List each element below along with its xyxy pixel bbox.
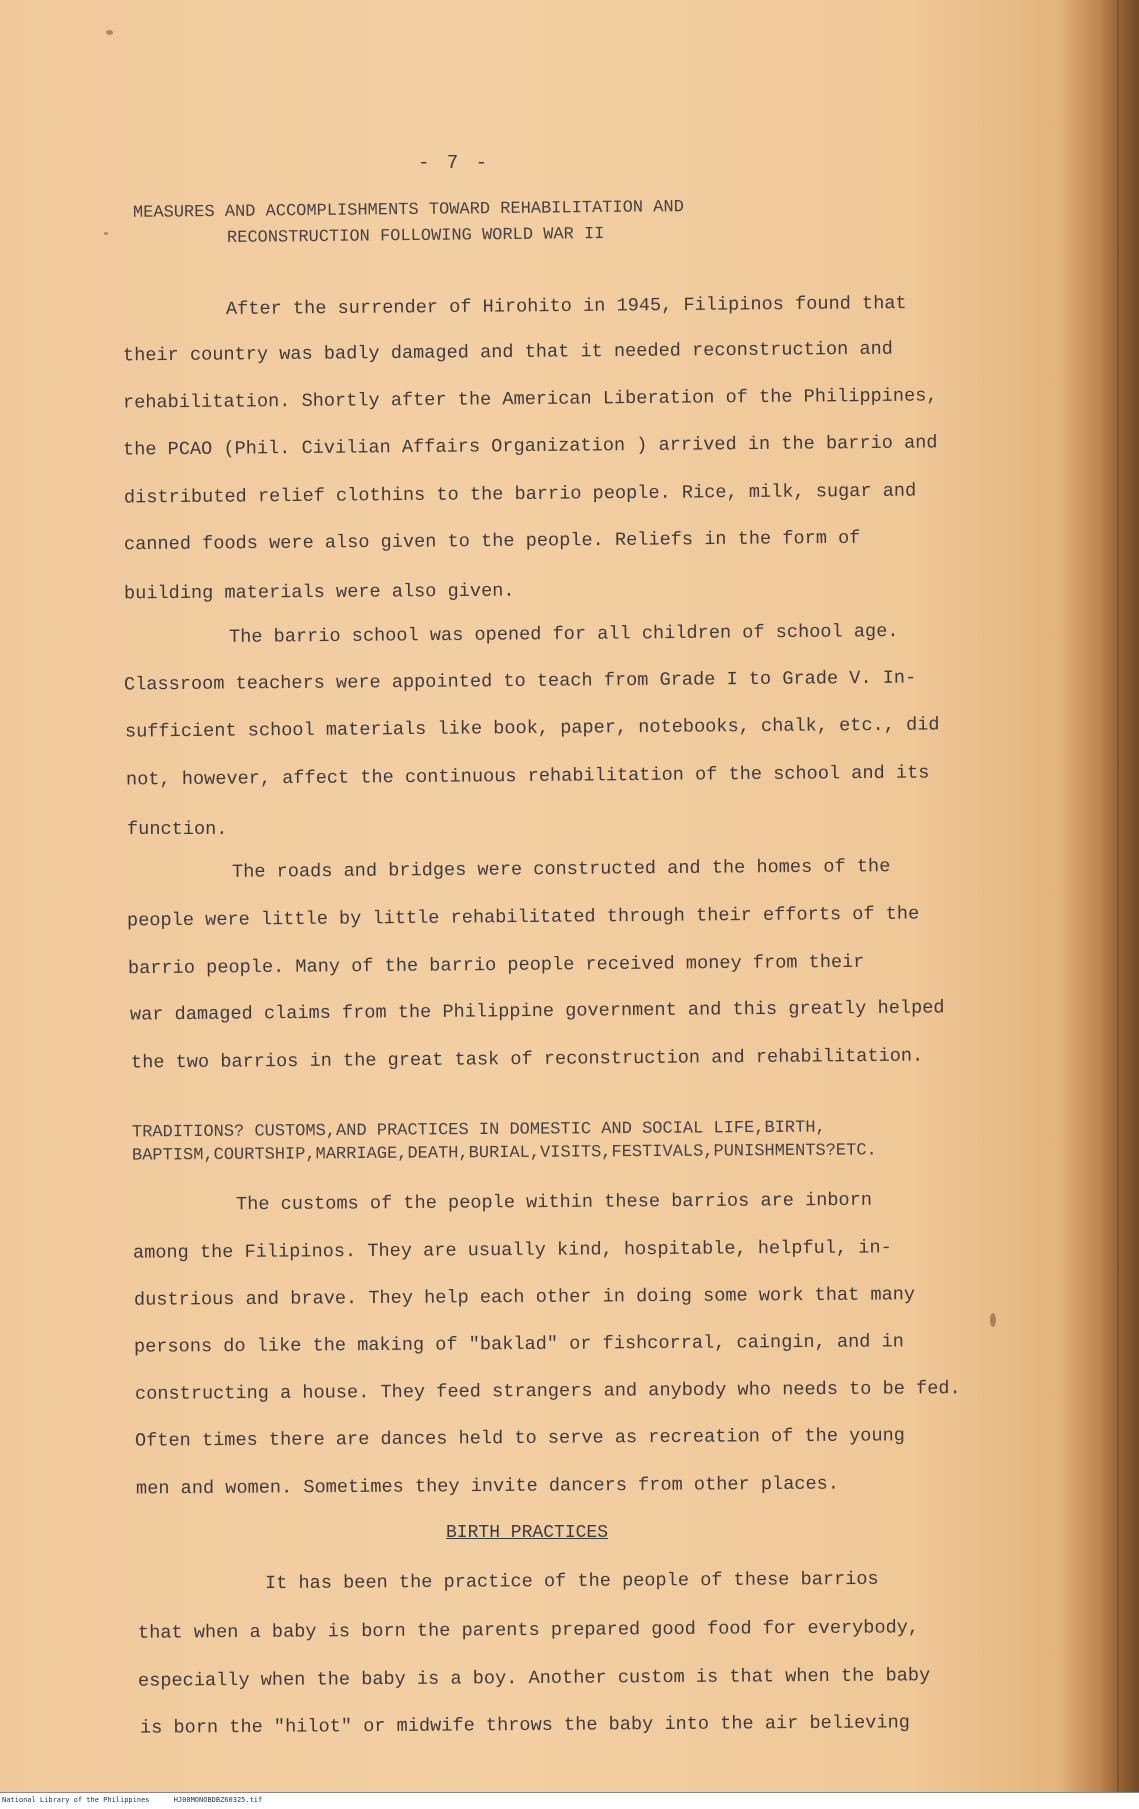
ink-speck bbox=[104, 232, 108, 235]
section-heading: MEASURES AND ACCOMPLISHMENTS TOWARD REHABILITATION AND bbox=[132, 198, 684, 223]
text-line: Classroom teachers were appointed to teach from Grade I to Grade V. In- bbox=[123, 667, 917, 696]
text-line: that when a baby is born the parents prepared good food for everybody, bbox=[137, 1617, 920, 1644]
section-heading: BAPTISM,COURTSHIP,MARRIAGE,DEATH,BURIAL,VISITS,FESTIVALS,PUNISHMENTS?ETC. bbox=[131, 1141, 877, 1166]
text-line: The roads and bridges were constructed and the homes of the bbox=[231, 856, 891, 883]
section-heading: TRADITIONS? CUSTOMS,AND PRACTICES IN DOMESTIC AND SOCIAL LIFE,BIRTH, bbox=[131, 1118, 826, 1143]
footer-file: HJ00MONOBDBZ60325.tif bbox=[173, 1796, 263, 1804]
text-line: the two barrios in the great task of reconstruction and rehabilitation. bbox=[130, 1045, 924, 1074]
text-line: The customs of the people within these barrios are inborn bbox=[235, 1189, 873, 1216]
text-line: function. bbox=[127, 819, 228, 840]
text-line: their country was badly damaged and that it needed reconstruction and bbox=[122, 338, 893, 367]
text-line: especially when the baby is a boy. Another custom is that when the baby bbox=[137, 1665, 931, 1692]
page-number: - 7 - bbox=[418, 152, 491, 174]
text-line: building materials were also given. bbox=[123, 580, 515, 605]
section-heading: RECONSTRUCTION FOLLOWING WORLD WAR II bbox=[226, 225, 605, 248]
text-line: war damaged claims from the Philippine government and this greatly helped bbox=[129, 997, 945, 1026]
subheading: BIRTH PRACTICES bbox=[446, 1523, 609, 1543]
footer-library: National Library of the Philippines bbox=[2, 1796, 150, 1804]
text-line: dustrious and brave. They help each other in doing some work that many bbox=[133, 1284, 916, 1311]
text-line: Often times there are dances held to serve as recreation of the young bbox=[134, 1425, 905, 1452]
text-line: barrio people. Many of the barrio people received money from their bbox=[127, 951, 865, 980]
text-line: rehabilitation. Shortly after the American Liberation of the Philippines, bbox=[122, 385, 938, 414]
text-line: canned foods were also given to the people. Reliefs in the form of bbox=[123, 527, 861, 556]
scan-footer bbox=[0, 1792, 1139, 1809]
text-line: It has been the practice of the people of these barrios bbox=[264, 1568, 879, 1595]
text-line: sufficient school materials like book, paper, notebooks, chalk, etc., did bbox=[124, 714, 940, 743]
ink-speck bbox=[990, 1313, 996, 1327]
text-line: The barrio school was opened for all children of school age. bbox=[228, 621, 899, 648]
text-line: among the Filipinos. They are usually kind, hospitable, helpful, in- bbox=[132, 1237, 892, 1264]
text-line: the PCAO (Phil. Civilian Affairs Organization ) arrived in the barrio and bbox=[122, 432, 938, 461]
text-line: constructing a house. They feed strangers and anybody who needs to be fed. bbox=[134, 1378, 961, 1405]
text-line: not, however, affect the continuous rehabilitation of the school and its bbox=[125, 762, 930, 791]
text-line: is born the "hilot" or midwife throws the baby into the air believing bbox=[139, 1712, 910, 1739]
text-line: After the surrender of Hirohito in 1945, Filipinos found that bbox=[225, 293, 907, 320]
binding-edge bbox=[1117, 0, 1119, 1792]
text-line: persons do like the making of "baklad" or fishcorral, caingin, and in bbox=[133, 1331, 904, 1358]
text-line: distributed relief clothins to the barrio people. Rice, milk, sugar and bbox=[123, 480, 917, 509]
text-line: men and women. Sometimes they invite dancers from other places. bbox=[135, 1473, 840, 1500]
ink-speck bbox=[106, 30, 113, 35]
text-line: people were little by little rehabilitated through their efforts of the bbox=[126, 903, 920, 932]
page-edge-shadow bbox=[1059, 0, 1139, 1792]
